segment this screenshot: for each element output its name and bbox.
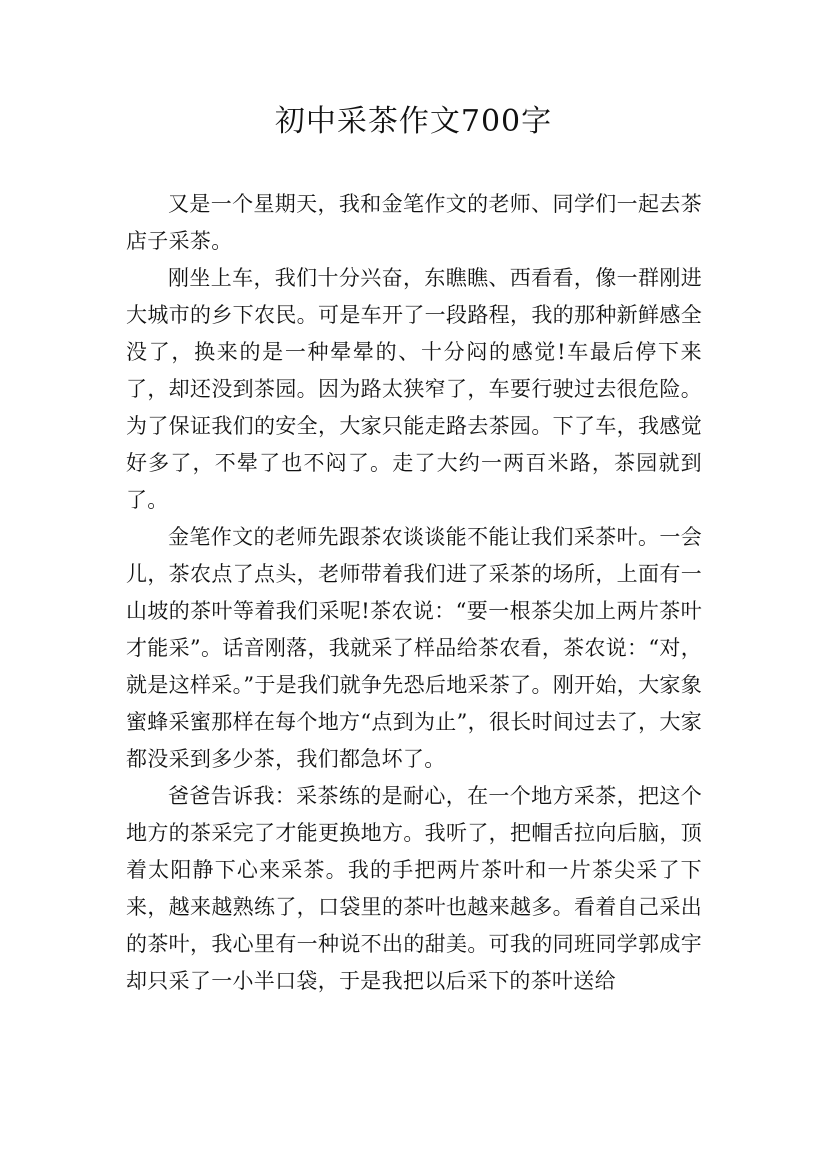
paragraph-1: 又是一个星期天，我和金笔作文的老师、同学们一起去茶店子采茶。 <box>126 192 702 253</box>
paragraph-4: 爸爸告诉我：采茶练的是耐心，在一个地方采茶，把这个地方的茶采完了才能更换地方。我听了，把帽舌拉向后脑，顶着太阳静下心来采茶。我的手把两片茶叶和一片茶尖采了下来，越来越熟练了，口袋里的茶叶也越来越多。看着自己采出的茶叶，我心里有一种说不出的甜美。可我的同班同学郭成宇却只采了一小半口袋，于是我把以后采下的茶叶送给 <box>126 784 702 993</box>
paragraph-2: 刚坐上车，我们十分兴奋，东瞧瞧、西看看，像一群刚进大城市的乡下农民。可是车开了一段路程，我的那种新鲜感全没了，换来的是一种晕晕的、十分闷的感觉!车最后停下来了，却还没到茶园。因为路太狭窄了，车要行驶过去很危险。为了保证我们的安全，大家只能走路去茶园。下了车，我感觉好多了，不晕了也不闷了。走了大约一两百米路，茶园就到了。 <box>126 266 702 512</box>
paragraph-3: 金笔作文的老师先跟茶农谈谈能不能让我们采茶叶。一会儿，茶农点了点头，老师带着我们进了采茶的场所，上面有一山坡的茶叶等着我们采呢!茶农说：“要一根茶尖加上两片茶叶才能采”。话音刚落，我就采了样品给茶农看，茶农说：“对，就是这样采。”于是我们就争先恐后地采茶了。刚开始，大家象蜜蜂采蜜那样在每个地方“点到为止”，很长时间过去了，大家都没采到多少茶，我们都急坏了。 <box>126 525 702 771</box>
page-title: 初中采茶作文700字 <box>274 104 553 139</box>
article-body <box>126 186 702 1000</box>
